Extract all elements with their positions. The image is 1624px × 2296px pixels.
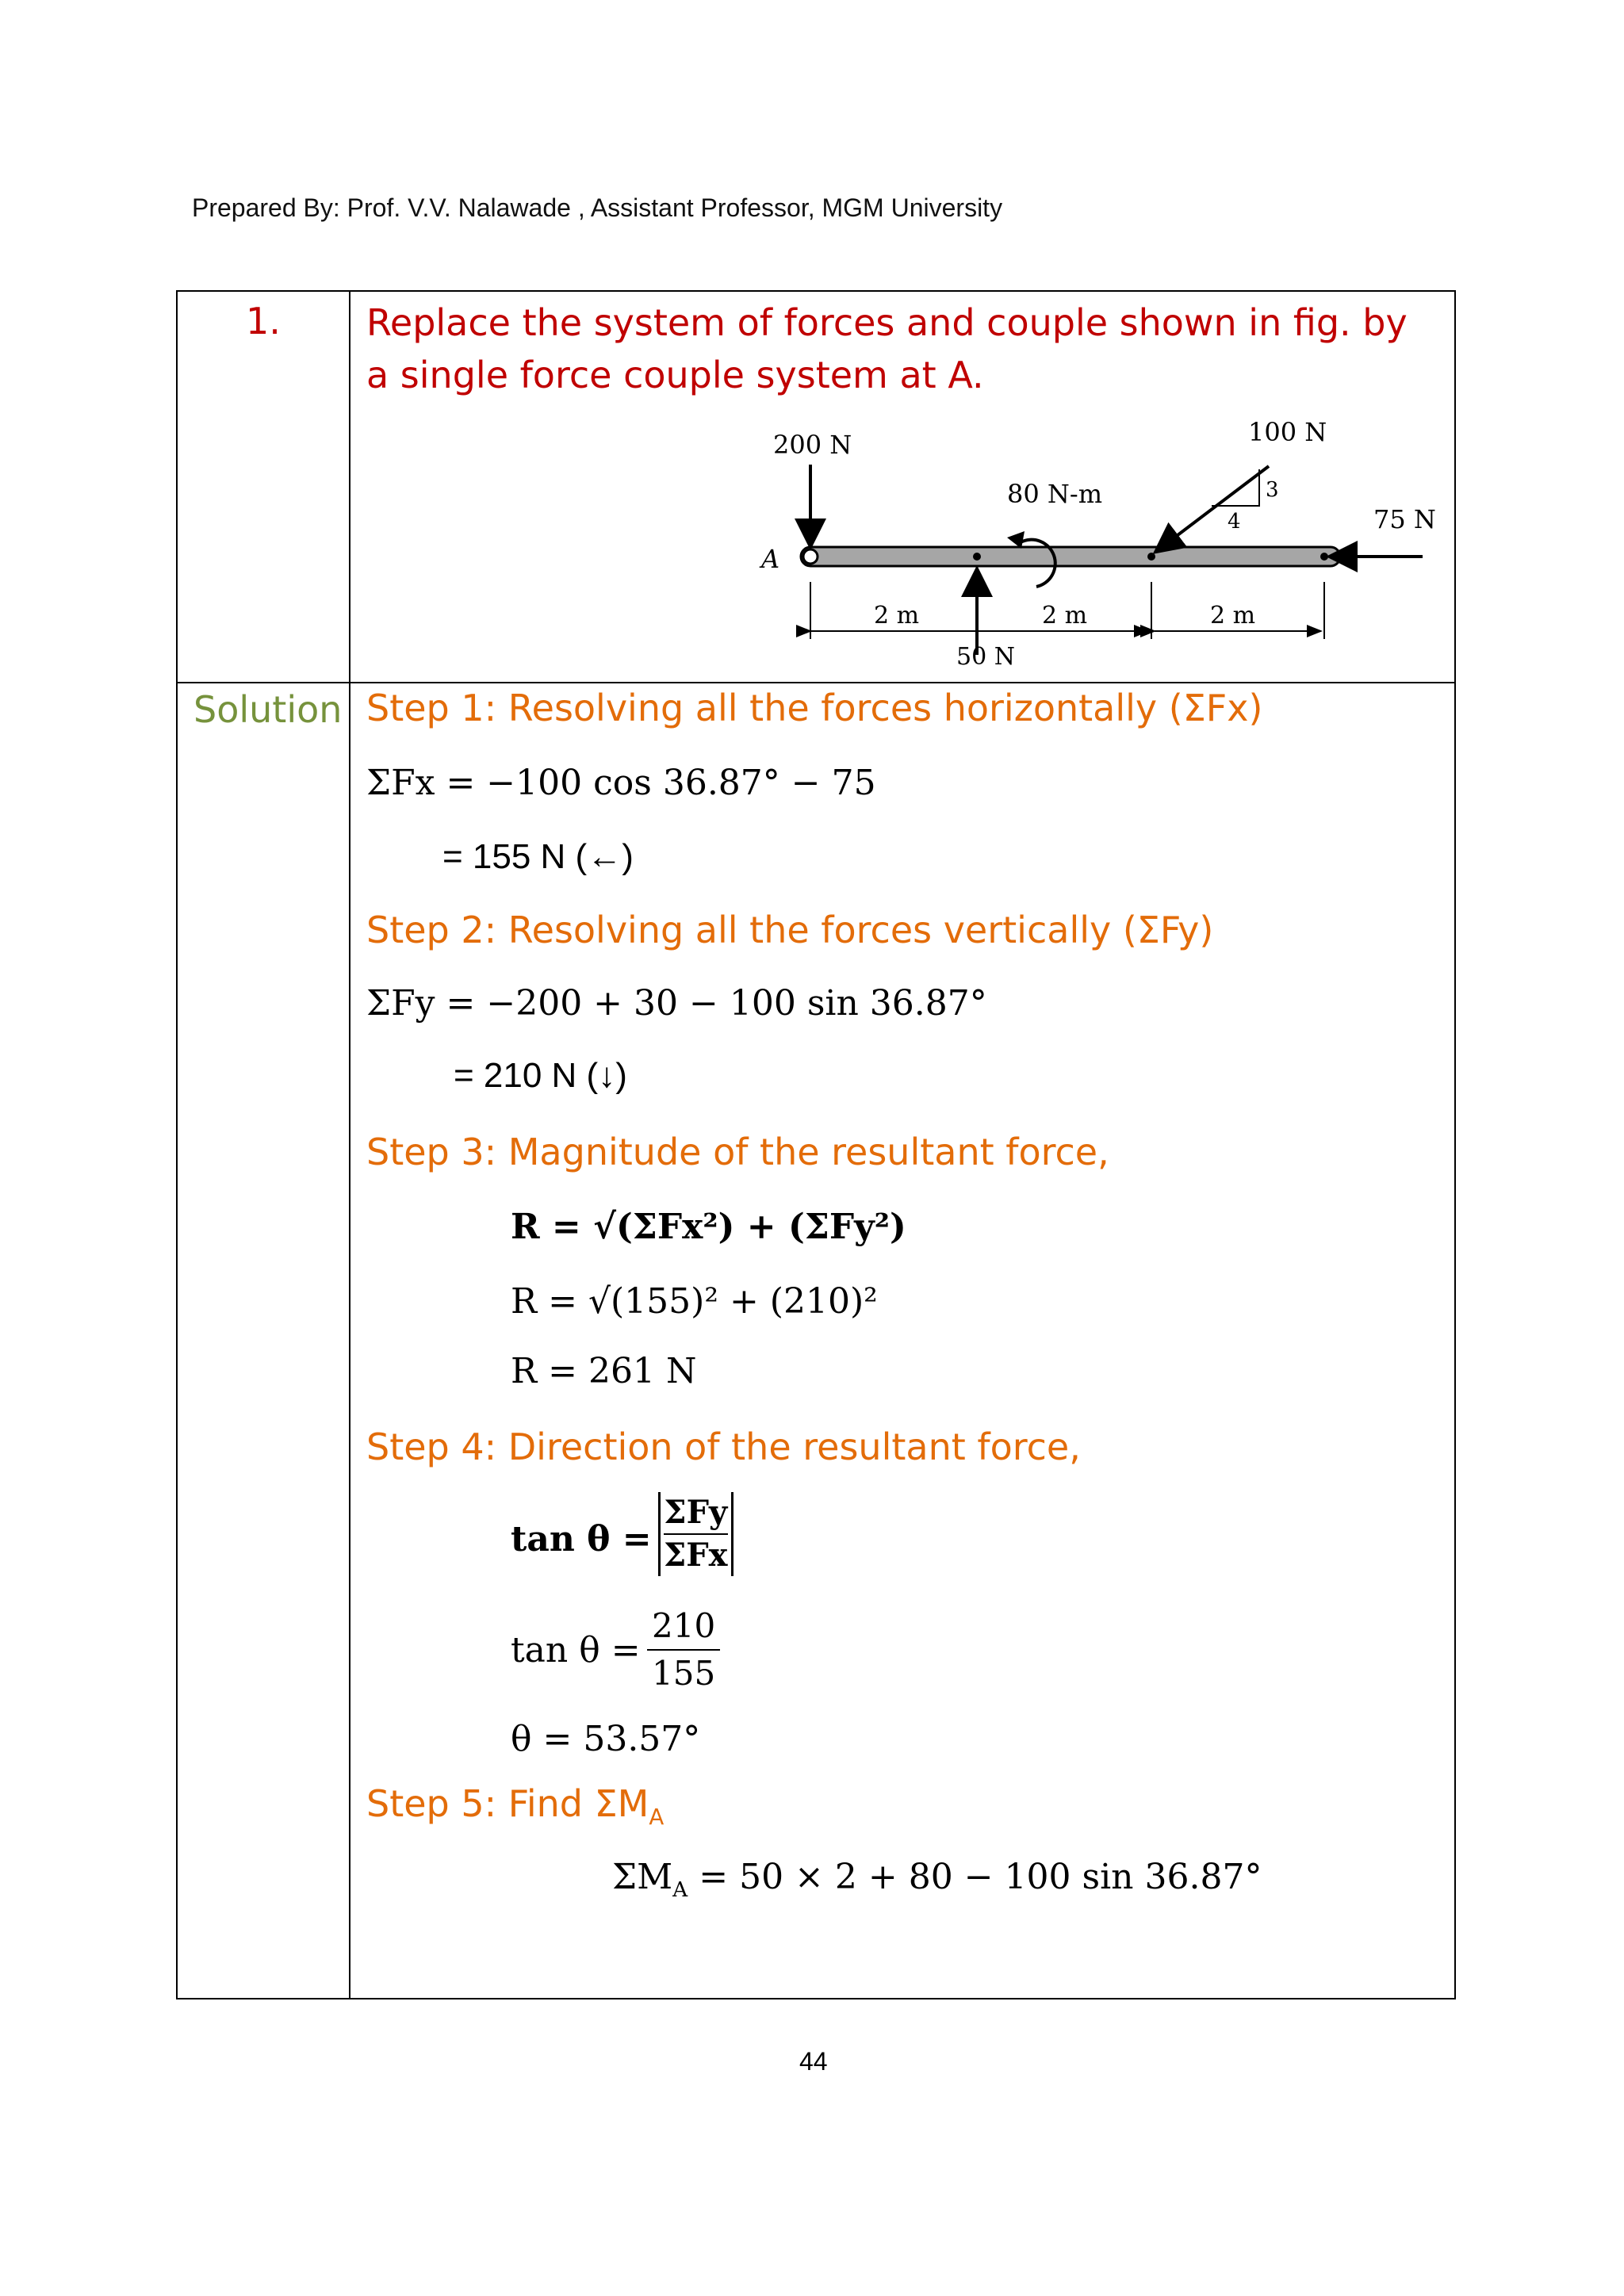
force-200-label: 200 N	[773, 430, 852, 460]
beam-diagram	[573, 401, 1445, 671]
result-fx: = 155 N (←)	[442, 837, 634, 876]
row-divider	[178, 682, 1454, 683]
dim-label-3: 2 m	[1210, 602, 1256, 629]
eq-moment-subscript: A	[672, 1877, 688, 1902]
point-a-label: A	[761, 544, 780, 574]
eq-resultant-formula: R = √(ΣFx²) + (ΣFy²)	[511, 1207, 906, 1247]
eq-sum-fy: ΣFy = −200 + 30 − 100 sin 36.87°	[366, 983, 987, 1024]
page-number: 44	[799, 2047, 828, 2076]
eq-resultant-values: R = √(155)² + (210)²	[511, 1281, 878, 1322]
eq-moment-rhs: = 50 × 2 + 80 − 100 sin 36.87°	[688, 1857, 1262, 1897]
force-50-label: 50 N	[956, 643, 1015, 671]
slope-4-label: 4	[1228, 510, 1241, 534]
eq-tan-values-denominator: 155	[652, 1654, 716, 1693]
step-2-heading: Step 2: Resolving all the forces vertically (ΣFy)	[366, 909, 1214, 951]
eq-resultant-result: R = 261 N	[511, 1351, 697, 1391]
eq-tan-values-fraction	[647, 1603, 720, 1697]
force-100-arrow	[1158, 466, 1269, 550]
dim-label-1: 2 m	[874, 602, 920, 629]
problem-number: 1.	[246, 300, 281, 342]
slope-triangle	[1212, 469, 1259, 506]
page-header: Prepared By: Prof. V.V. Nalawade , Assistant Professor, MGM University	[192, 193, 1003, 222]
point-mid	[973, 553, 981, 561]
beam	[801, 547, 1340, 566]
eq-tan-lhs: tan θ =	[511, 1519, 652, 1559]
eq-tan-numerator: ΣFy	[664, 1492, 728, 1535]
eq-sum-fx: ΣFx = −100 cos 36.87° − 75	[366, 763, 876, 803]
step-5-text: Step 5: Find ΣM	[366, 1782, 649, 1825]
eq-tan-values-numerator: 210	[647, 1603, 720, 1651]
moment-label: 80 N-m	[1007, 479, 1103, 509]
step-5-heading	[366, 1782, 664, 1830]
problem-statement: Replace the system of forces and couple shown in fig. by a single force couple system at A.	[366, 301, 1408, 396]
result-fy: = 210 N (↓)	[454, 1056, 627, 1095]
point-right	[1147, 553, 1155, 561]
force-100-label: 100 N	[1248, 417, 1327, 447]
eq-theta-result: θ = 53.57°	[511, 1719, 701, 1759]
step-5-subscript: A	[649, 1804, 665, 1831]
pin-a	[803, 549, 818, 564]
eq-tan-fraction	[658, 1492, 733, 1576]
point-end	[1320, 553, 1328, 561]
eq-tan-values-lhs: tan θ =	[511, 1630, 641, 1670]
eq-moment-symbol: ΣM	[612, 1857, 673, 1897]
problem-table	[176, 290, 1456, 1999]
force-75-label: 75 N	[1373, 504, 1436, 534]
solution-label: Solution	[193, 688, 343, 731]
eq-moment-sum	[612, 1857, 1262, 1902]
column-divider	[349, 292, 350, 1998]
eq-tan-denominator: ΣFx	[664, 1536, 728, 1574]
dim-label-2: 2 m	[1042, 602, 1088, 629]
step-4-heading: Step 4: Direction of the resultant force,	[366, 1425, 1081, 1468]
slope-3-label: 3	[1266, 478, 1279, 502]
step-1-heading: Step 1: Resolving all the forces horizontally (ΣFx)	[366, 687, 1263, 729]
step-3-heading: Step 3: Magnitude of the resultant force,	[366, 1131, 1109, 1173]
